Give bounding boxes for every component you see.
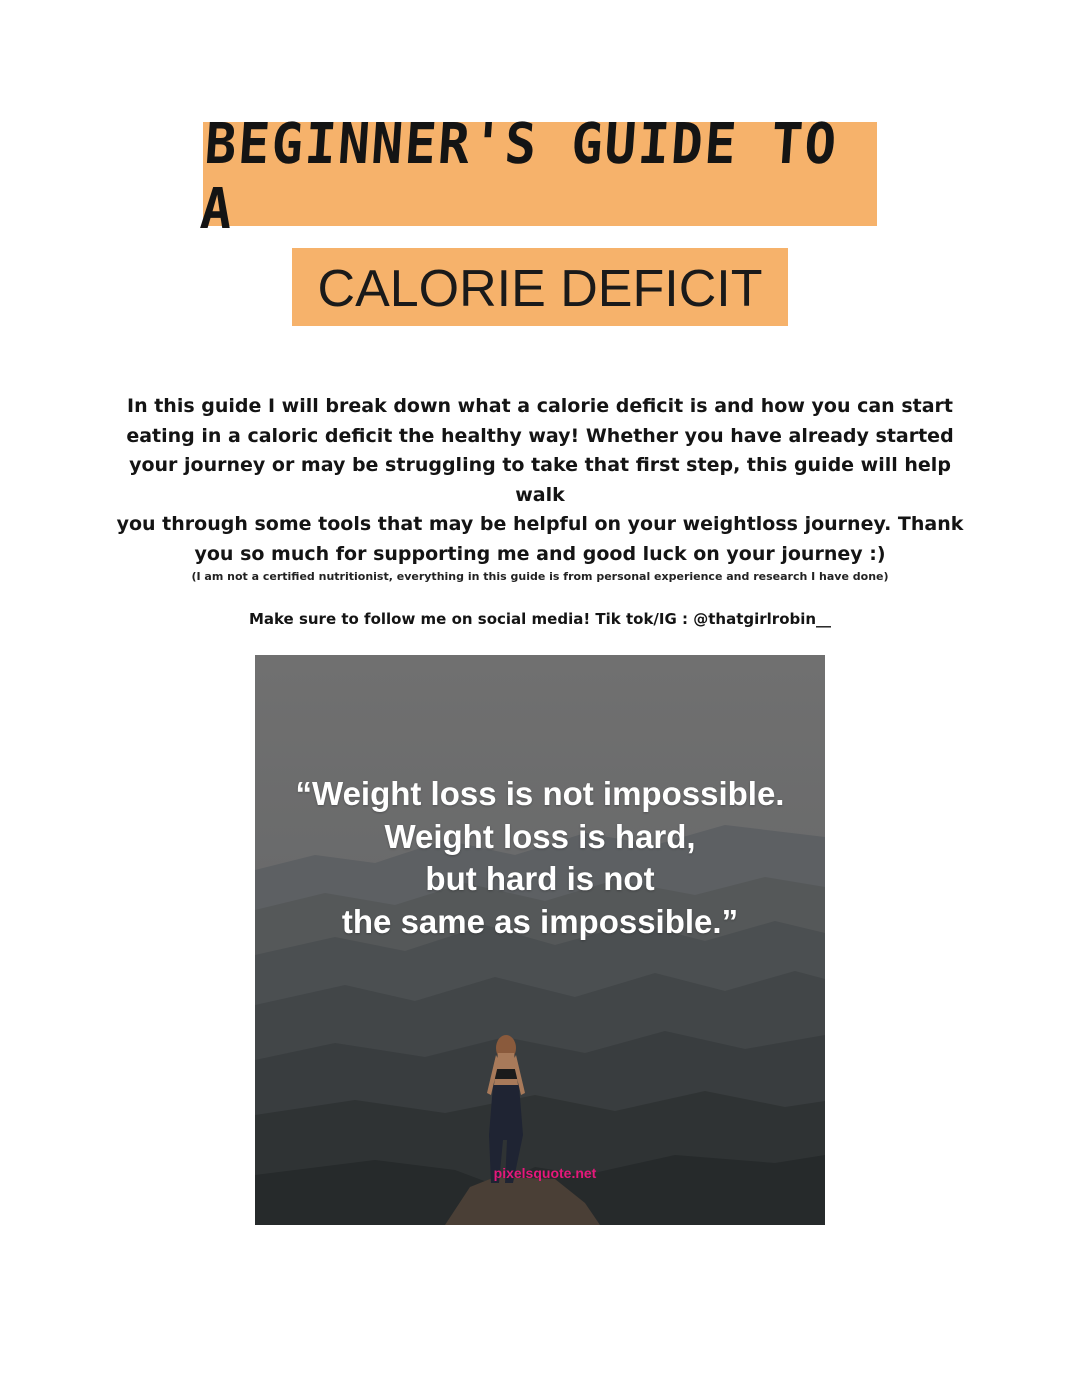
title-highlight-line1 (198, 112, 877, 243)
intro-paragraph (110, 392, 970, 570)
intro-line: eating in a caloric deficit the healthy way! Whether you have already started (126, 424, 954, 447)
quote-line: Weight loss is hard, (384, 817, 696, 855)
intro-line: you so much for supporting me and good luck on your journey :) (194, 542, 886, 565)
image-watermark: pixelsquote.net (493, 1165, 597, 1181)
title-line2: CALORIE DEFICIT (317, 260, 763, 318)
disclaimer-note: (I am not a certified nutritionist, everything in this guide is from personal experience and research I have done) (191, 570, 889, 583)
intro-line: In this guide I will break down what a calorie deficit is and how you can start (127, 395, 953, 417)
quote-line: “Weight loss is not impossible. (295, 775, 785, 812)
intro-line: you through some tools that may be helpful on your weightloss journey. Thank (116, 513, 964, 536)
quote-line: the same as impossible.” (341, 902, 739, 940)
motivational-quote (255, 773, 825, 943)
quote-line: but hard is not (425, 860, 655, 897)
title-line1: BEGINNER'S GUIDE TO A (198, 112, 841, 243)
title-highlight-line2 (292, 248, 788, 326)
quote-image (255, 655, 825, 1225)
social-media-note: Make sure to follow me on social media! Tik tok/IG : @thatgirlrobin__ (248, 610, 832, 628)
intro-line: your journey or may be struggling to take that first step, this guide will help walk (129, 454, 951, 506)
